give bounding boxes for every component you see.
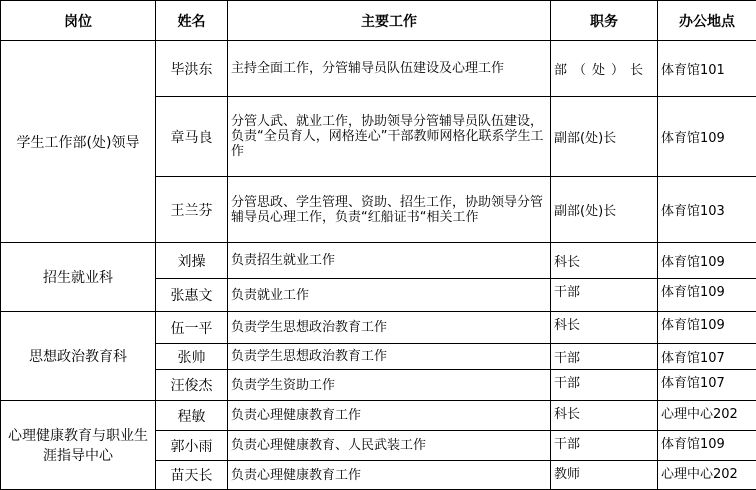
staff-name: 郭小雨 — [156, 431, 228, 461]
staff-office: 心理中心202 — [658, 461, 756, 490]
department-cell: 心理健康教育与职业生涯指导中心 — [1, 401, 156, 490]
staff-name: 刘操 — [156, 243, 228, 279]
staff-title: 干部 — [551, 344, 658, 370]
table-row — [1, 401, 756, 431]
header-name: 姓名 — [156, 1, 228, 41]
staff-name: 程敏 — [156, 401, 228, 431]
staff-title: 干部 — [551, 279, 658, 312]
staff-name: 伍一平 — [156, 312, 228, 344]
staff-name: 张惠文 — [156, 279, 228, 312]
staff-name: 苗天长 — [156, 461, 228, 490]
staff-office: 体育馆109 — [658, 243, 756, 279]
staff-duty: 负责学生思想政治教育工作 — [228, 344, 551, 370]
staff-name: 章马良 — [156, 97, 228, 177]
staff-duty: 负责学生思想政治教育工作 — [228, 312, 551, 344]
staff-office: 体育馆109 — [658, 312, 756, 344]
staff-office: 体育馆107 — [658, 370, 756, 401]
department-cell: 学生工作部(处)领导 — [1, 41, 156, 243]
staff-name: 张帅 — [156, 344, 228, 370]
header-duty: 主要工作 — [228, 1, 551, 41]
staff-title: 部（处）长 — [551, 41, 658, 97]
staff-title: 干部 — [551, 370, 658, 401]
staff-title: 副部(处)长 — [551, 97, 658, 177]
staff-title: 教师 — [551, 461, 658, 490]
header-title: 职务 — [551, 1, 658, 41]
staff-title: 科长 — [551, 401, 658, 431]
staff-duty: 分管思政、学生管理、资助、招生工作，协助领导分管辅导员心理工作，负责“红船证书“相关工作 — [228, 177, 551, 243]
staff-duty: 主持全面工作，分管辅导员队伍建设及心理工作 — [228, 41, 551, 97]
staff-office: 体育馆109 — [658, 97, 756, 177]
staff-duty: 负责心理健康教育工作 — [228, 401, 551, 431]
staff-duty: 负责招生就业工作 — [228, 243, 551, 279]
staff-title: 科长 — [551, 312, 658, 344]
staff-name: 王兰芬 — [156, 177, 228, 243]
department-cell: 思想政治教育科 — [1, 312, 156, 401]
staff-title: 干部 — [551, 431, 658, 461]
staff-name: 汪俊杰 — [156, 370, 228, 401]
staff-duty: 负责心理健康教育工作 — [228, 461, 551, 490]
table-row — [1, 243, 756, 279]
department-cell: 招生就业科 — [1, 243, 156, 312]
staff-title: 科长 — [551, 243, 658, 279]
staff-office: 心理中心202 — [658, 401, 756, 431]
table-row — [1, 312, 756, 344]
staff-duty: 分管人武、就业工作，协助领导分管辅导员队伍建设，负责“全员育人，网格连心”干部教师网格化联系学生工作 — [228, 97, 551, 177]
staff-duty: 负责就业工作 — [228, 279, 551, 312]
table-row — [1, 41, 756, 97]
staff-office: 体育馆109 — [658, 431, 756, 461]
staff-title: 副部(处)长 — [551, 177, 658, 243]
staff-office: 体育馆101 — [658, 41, 756, 97]
staff-office: 体育馆103 — [658, 177, 756, 243]
staff-office: 体育馆107 — [658, 344, 756, 370]
header-office: 办公地点 — [658, 1, 756, 41]
staff-office: 体育馆109 — [658, 279, 756, 312]
header-row — [1, 1, 756, 41]
staff-name: 毕洪东 — [156, 41, 228, 97]
header-post: 岗位 — [1, 1, 156, 41]
staff-duty: 负责心理健康教育、人民武装工作 — [228, 431, 551, 461]
staff-duty: 负责学生资助工作 — [228, 370, 551, 401]
